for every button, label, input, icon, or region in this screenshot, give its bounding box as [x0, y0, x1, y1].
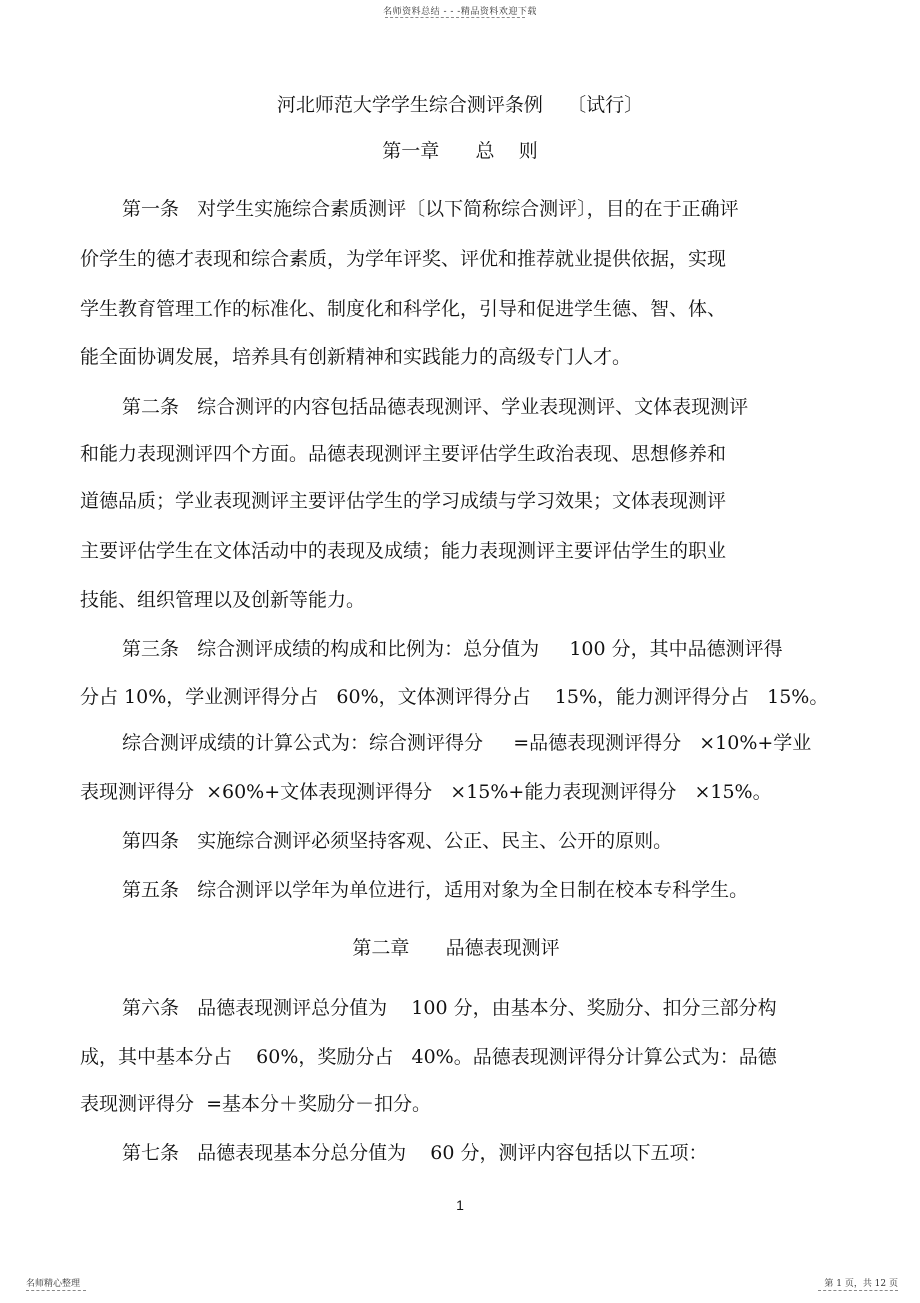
article-3-line-1: 第三条 综合测评成绩的构成和比例为：总分值为 100 分，其中品德测评得: [122, 638, 783, 660]
article-6-line-1: 第六条 品德表现测评总分值为 100 分，由基本分、奖励分、扣分三部分构: [122, 997, 777, 1019]
article-2-line-3: 道德品质；学业表现测评主要评估学生的学习成绩与学习效果；文体表现测评: [80, 490, 727, 512]
article-1-line-1: 第一条 对学生实施综合素质测评〔以下简称综合测评〕，目的在于正确评: [122, 198, 739, 220]
page-header: 名师资料总结 - - -精品资料欢迎下载: [383, 7, 537, 17]
footer-left-divider: [26, 1290, 86, 1291]
article-6-line-3: 表现测评得分 =基本分＋奖励分－扣分。: [80, 1093, 432, 1115]
article-2-line-5: 技能、组织管理以及创新等能力。: [80, 589, 366, 611]
article-5: 第五条 综合测评以学年为单位进行，适用对象为全日制在校本专科学生。: [122, 879, 749, 901]
article-1-line-3: 学生教育管理工作的标准化、制度化和科学化，引导和促进学生德、智、体、: [80, 298, 727, 320]
article-3-line-4: 表现测评得分 ×60%+文体表现测评得分 ×15%+能力表现测评得分 ×15%。: [80, 781, 772, 803]
footer-left-text: 名师精心整理: [26, 1279, 81, 1289]
footer-right-divider: [818, 1290, 898, 1291]
article-1-line-4: 能全面协调发展，培养具有创新精神和实践能力的高级专门人才。: [80, 346, 632, 368]
article-3-line-3: 综合测评成绩的计算公式为：综合测评得分 =品德表现测评得分 ×10%+学业: [122, 732, 812, 754]
chapter-1-heading: 第一章 总 则: [382, 140, 538, 162]
document-title: 河北师范大学学生综合测评条例 〔试行〕: [276, 94, 644, 116]
article-6-line-2: 成，其中基本分占 60%，奖励分占 40%。品德表现测评得分计算公式为：品德: [80, 1046, 777, 1068]
article-7: 第七条 品德表现基本分总分值为 60 分，测评内容包括以下五项：: [122, 1142, 708, 1164]
article-3-line-2: 分占 10%，学业测评得分占 60%，文体测评得分占 15%，能力测评得分占 15%。: [80, 686, 829, 708]
header-divider: [385, 17, 525, 18]
article-2-line-4: 主要评估学生在文体活动中的表现及成绩；能力表现测评主要评估学生的职业: [80, 540, 727, 562]
footer-page-count: 第 1 页，共 12 页: [824, 1279, 898, 1289]
article-4: 第四条 实施综合测评必须坚持客观、公正、民主、公开的原则。: [122, 830, 673, 852]
page-number: 1: [456, 1197, 464, 1213]
article-2-line-2: 和能力表现测评四个方面。品德表现测评主要评估学生政治表现、思想修养和: [80, 443, 727, 465]
article-2-line-1: 第二条 综合测评的内容包括品德表现测评、学业表现测评、文体表现测评: [122, 396, 749, 418]
article-1-line-2: 价学生的德才表现和综合素质，为学年评奖、评优和推荐就业提供依据，实现: [80, 248, 727, 270]
chapter-2-heading: 第二章 品德表现测评: [352, 937, 560, 959]
